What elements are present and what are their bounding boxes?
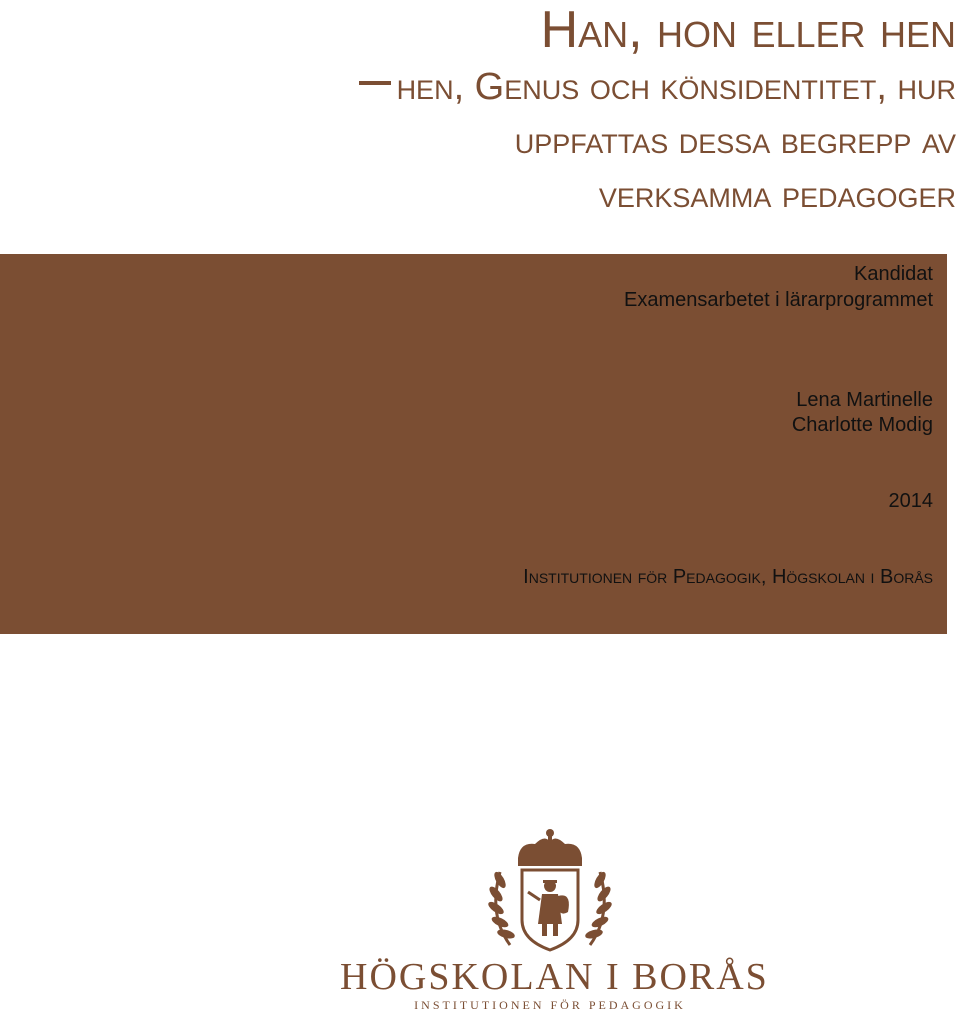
subtitle-line-1-text: hen, Genus och könsidentitet, hur	[396, 66, 956, 108]
author-2: Charlotte Modig	[791, 414, 933, 436]
logo-department-name: INSTITUTIONEN FÖR PEDAGOGIK	[414, 998, 686, 1012]
subtitle-line-1	[16, 60, 956, 114]
university-logo	[340, 820, 769, 1012]
institution-line: Institutionen för Pedagogik, Högskolan i Borås	[523, 566, 933, 588]
program-name: Examensarbetet i lärarprogrammet	[623, 289, 933, 311]
dash-icon	[359, 81, 391, 85]
thesis-title	[16, 0, 956, 222]
author-1: Lena Martinelle	[796, 389, 933, 411]
subtitle-line-3: verksamma pedagoger	[598, 174, 956, 216]
subtitle-line-2: uppfattas dessa begrepp av	[514, 120, 956, 162]
university-crest-icon	[340, 820, 760, 955]
details-band	[0, 254, 947, 634]
year: 2014	[888, 490, 933, 512]
main-title: Han, hon eller hen	[540, 1, 956, 59]
degree-level: Kandidat	[854, 263, 933, 285]
logo-university-name: HÖGSKOLAN I BORÅS	[340, 956, 769, 998]
